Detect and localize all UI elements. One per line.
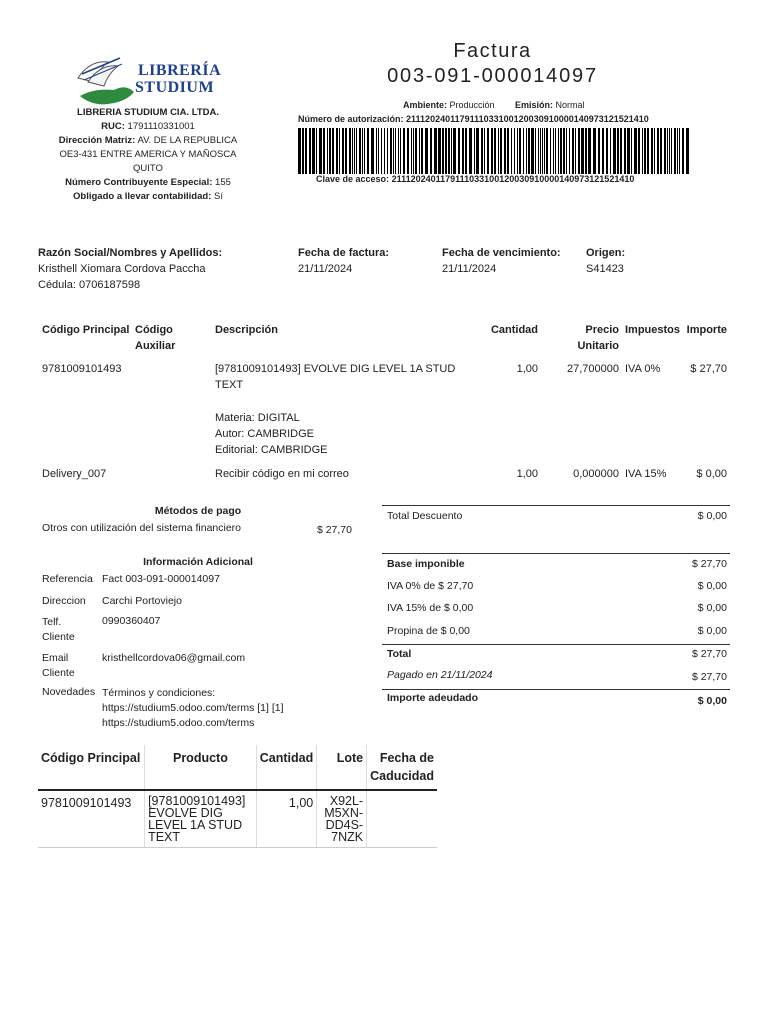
line-1-code: 9781009101493: [42, 363, 122, 375]
iva0-value: $ 0,00: [697, 580, 727, 592]
authorization-label: Número de autorización:: [298, 114, 404, 124]
lots-product-3: LEVEL 1A STUD: [148, 818, 243, 832]
due-date-label: Fecha de vencimiento:: [442, 247, 561, 259]
discount-label: Total Descuento: [387, 510, 463, 522]
lots-row-code: 9781009101493: [38, 790, 145, 848]
company-ruc: [30, 120, 266, 134]
email-label-2: Cliente: [42, 667, 75, 679]
line-2-qty: 1,00: [516, 468, 538, 480]
lots-row-expiry: [367, 790, 437, 848]
col-header-description: Descripción: [215, 324, 278, 336]
company-name: LIBRERIA STUDIUM CIA. LTDA.: [77, 107, 219, 118]
line-2-tax: IVA 15%: [625, 468, 667, 480]
line-1-qty: 1,00: [516, 363, 538, 375]
logo-text-studium: STUDIUM: [135, 79, 215, 96]
tel-label-1: Telf.: [42, 616, 62, 628]
address-line-1: AV. DE LA REPUBLICA: [137, 135, 238, 146]
lots-header-row: [38, 745, 437, 790]
company-address-2: OE3-431 ENTRE AMERICA Y MAÑOSCA: [59, 149, 237, 160]
lots-product-2: EVOLVE DIG: [148, 806, 223, 820]
lots-lot-2: M5XN-: [324, 806, 364, 820]
logo-text-libreria: LIBRERÍA: [138, 62, 222, 79]
lots-row-qty: 1,00: [256, 790, 316, 848]
company-accounting: [30, 190, 266, 204]
ruc-value: 1791110331001: [127, 121, 195, 132]
accounting-value: Sí: [213, 191, 223, 202]
address-label: Dirección Matriz:: [58, 135, 136, 146]
totals-divider-base: [382, 553, 730, 554]
document-number: 003-091-000014097: [387, 65, 598, 87]
environment-label: Ambiente:: [403, 100, 448, 110]
iva0-label: IVA 0% de $ 27,70: [387, 580, 474, 592]
iva15-label: IVA 15% de $ 0,00: [387, 602, 474, 614]
lots-table: [38, 745, 437, 848]
dir-label: Direccion: [42, 595, 86, 607]
lots-header-product: Producto: [145, 745, 257, 790]
lots-product-4: TEXT: [148, 830, 181, 844]
line-1-amount: $ 27,70: [690, 363, 727, 375]
authorization-number: [298, 114, 649, 124]
line-1-desc-1: [9781009101493] EVOLVE DIG LEVEL 1A STUD: [215, 363, 456, 375]
invoice-date-label: Fecha de factura:: [298, 247, 390, 259]
company-address-1: [30, 134, 266, 148]
table-row: [38, 790, 437, 848]
base-value: $ 27,70: [691, 558, 727, 570]
due-date: 21/11/2024: [442, 263, 497, 275]
special-value: 155: [215, 177, 231, 188]
environment: [403, 100, 495, 110]
lots-header-lot: Lote: [317, 745, 367, 790]
authorization-value: 2111202401179111033100120030910000140973121521410: [406, 114, 649, 124]
lots-row-product: [145, 790, 257, 848]
ref-value: Fact 003-091-000014097: [102, 573, 220, 585]
payment-amount: $ 27,70: [316, 524, 352, 536]
total-label: Total: [387, 648, 412, 660]
due-value: $ 0,00: [697, 695, 727, 707]
ref-label: Referencia: [42, 573, 93, 585]
dir-value: Carchi Portoviejo: [102, 595, 182, 607]
lots-row-lot: [317, 790, 367, 848]
col-header-code: Código Principal: [42, 324, 130, 336]
totals-divider-top: [382, 505, 730, 506]
col-header-aux: [135, 322, 175, 354]
email-label-1: Email: [42, 652, 69, 664]
line-1-tax: IVA 0%: [625, 363, 661, 375]
accounting-label: Obligado a llevar contabilidad:: [73, 191, 212, 202]
company-special-contrib: [30, 176, 266, 190]
barcode: [298, 128, 692, 174]
news-value: [102, 686, 284, 731]
lots-product-1: [9781009101493]: [148, 794, 246, 808]
lots-lot-3: DD4S-: [325, 818, 364, 832]
news-line-3[interactable]: https://studium5.odoo.com/terms: [102, 717, 255, 729]
additional-info-title: Información Adicional: [143, 556, 253, 568]
line-1-price: 27,700000: [567, 363, 619, 375]
ruc-label: RUC:: [101, 121, 125, 132]
lots-header-expiry-2: Caducidad: [370, 769, 434, 783]
line-2-description: Recibir código en mi correo: [215, 468, 349, 480]
discount-value: $ 0,00: [697, 510, 727, 522]
col-header-price-2: Unitario: [577, 340, 619, 352]
lots-header-expiry: [367, 745, 437, 790]
origin-label: Origen:: [586, 247, 626, 259]
lots-header-code: Código Principal: [38, 745, 145, 790]
special-label: Número Contribuyente Especial:: [65, 177, 213, 188]
payment-title: Métodos de pago: [154, 505, 242, 517]
tel-label: [42, 615, 75, 645]
document-title: Factura: [453, 40, 532, 62]
paid-value: $ 27,70: [691, 671, 727, 683]
customer-id: Cédula: 0706187598: [38, 279, 141, 291]
col-header-taxes: Impuestos: [625, 324, 681, 336]
access-key-label: Clave de acceso:: [316, 174, 390, 184]
access-key: [316, 174, 634, 184]
iva15-value: $ 0,00: [697, 602, 727, 614]
customer-name-label: Razón Social/Nombres y Apellidos:: [38, 247, 223, 259]
col-header-qty: Cantidad: [490, 324, 538, 336]
emission-label: Emisión:: [515, 100, 554, 110]
tel-value: 0990360407: [102, 615, 161, 627]
line-2-amount: $ 0,00: [696, 468, 727, 480]
line-1-desc-5: Editorial: CAMBRIDGE: [215, 444, 328, 456]
col-header-price-1: Precio: [585, 324, 619, 336]
email-value: kristhellcordova06@gmail.com: [102, 652, 246, 664]
customer-name: Kristhell Xiomara Cordova Paccha: [38, 263, 206, 275]
news-line-2[interactable]: https://studium5.odoo.com/terms [1] [1]: [102, 702, 284, 714]
lots-lot-4: 7NZK: [331, 830, 364, 844]
line-2-price: 0,000000: [573, 468, 619, 480]
col-header-aux-2: Auxiliar: [135, 340, 176, 352]
line-2-code: Delivery_007: [42, 468, 107, 480]
totals-divider-due: [382, 689, 730, 690]
tip-label: Propina de $ 0,00: [387, 625, 470, 637]
email-label: [42, 651, 75, 681]
access-key-value: 2111202401179111033100120030910000140973121521410: [391, 174, 635, 184]
lots-header-qty: Cantidad: [256, 745, 316, 790]
lots-header-expiry-1: Fecha de: [379, 751, 434, 765]
tel-label-2: Cliente: [42, 631, 75, 643]
company-address-3: QUITO: [133, 163, 163, 174]
paid-label: Pagado en 21/11/2024: [387, 669, 493, 681]
col-header-price: [540, 322, 619, 354]
emission-value: Normal: [555, 100, 585, 110]
col-header-amount: Importe: [686, 324, 727, 336]
line-1-desc-4: Autor: CAMBRIDGE: [215, 428, 315, 440]
due-label: Importe adeudado: [387, 692, 479, 704]
base-label: Base imponible: [387, 558, 465, 570]
origin: S41423: [586, 263, 624, 275]
lots-lot-1: X92L-: [329, 794, 364, 808]
news-label: Novedades: [42, 686, 96, 698]
environment-value: Producción: [449, 100, 495, 110]
total-value: $ 27,70: [691, 648, 727, 660]
line-1-desc-2: TEXT: [215, 379, 244, 391]
tip-value: $ 0,00: [697, 625, 727, 637]
payment-method: Otros con utilización del sistema financiero: [42, 522, 242, 534]
emission: [515, 100, 585, 110]
line-1-desc-3: Materia: DIGITAL: [215, 412, 300, 424]
news-line-1: Términos y condiciones:: [102, 687, 216, 699]
totals-divider-total: [382, 644, 730, 645]
col-header-aux-1: Código: [135, 324, 173, 336]
invoice-date: 21/11/2024: [298, 263, 353, 275]
line-1-description: [215, 361, 475, 458]
